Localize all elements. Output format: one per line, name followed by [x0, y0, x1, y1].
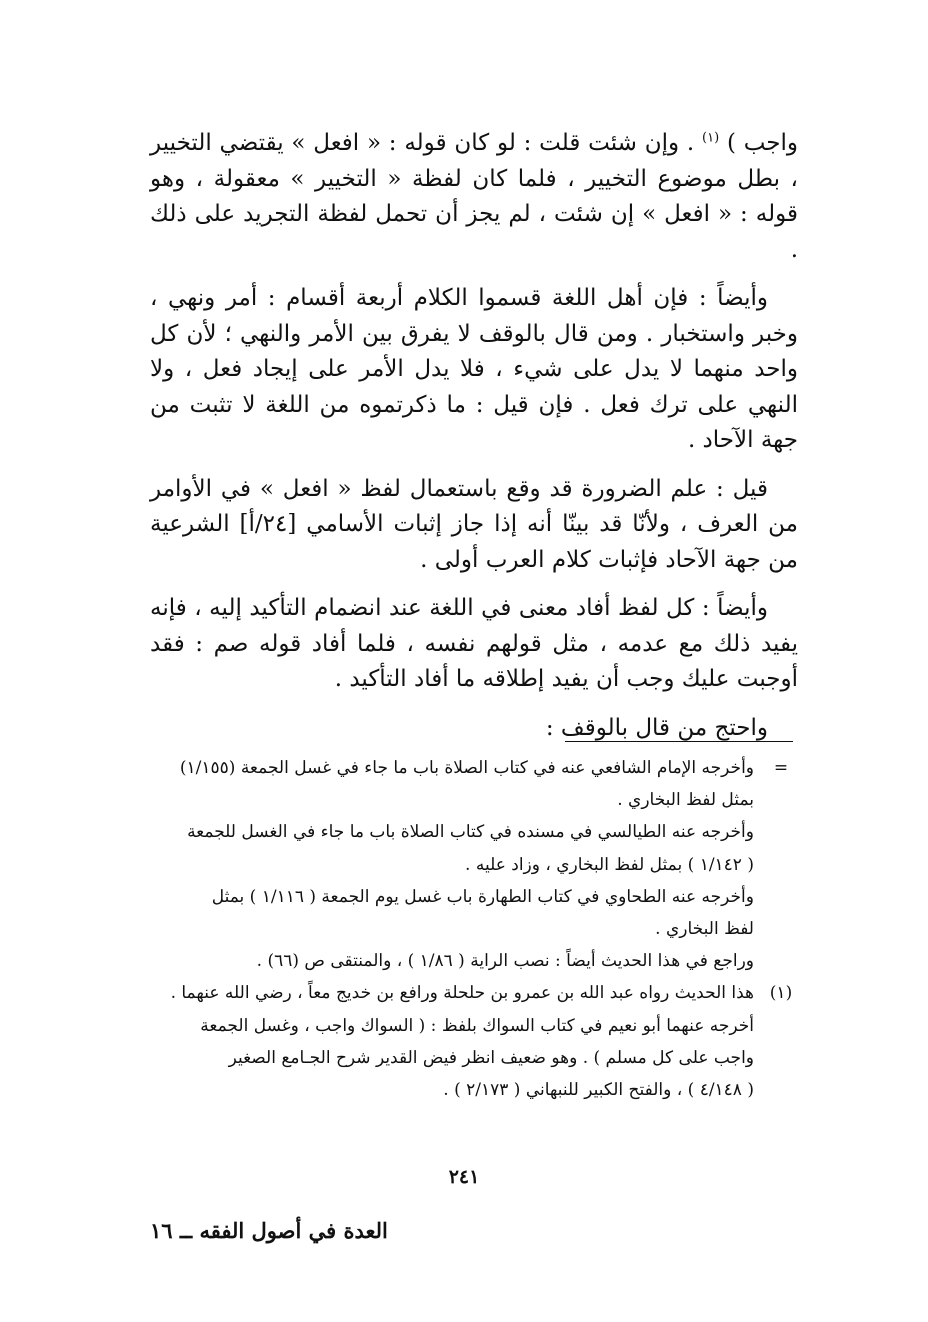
footnote-line: هذا الحديث رواه عبد الله بن عمرو بن حلحلة ورافع بن خديج معاً ، رضي الله عنهما . — [170, 983, 754, 1004]
paragraph-4: وأيضاً : كل لفظ أفاد معنى في اللغة عند انضمام التأكيد إليه ، فإنه يفيد ذلك مع عدمه ، مثل قولهم نفسه ، فلما أفاد قوله صم : فقد أوجبت عليك وجب أن يفيد إطلاقه ما أفاد التأكيد . — [150, 595, 798, 692]
footnote-divider — [565, 741, 793, 742]
footnote-line: أخرجه عنهما أبو نعيم في كتاب السواك بلفظ : ( السواك واجب ، وغسل الجمعة — [200, 1015, 754, 1036]
footnote-1 — [150, 977, 798, 1106]
main-text-block — [150, 126, 798, 759]
footnote-line: لفظ البخاري . — [655, 919, 754, 940]
footnote-marker: = — [773, 758, 789, 778]
footnote-line: وراجع في هذا الحديث أيضاً : نصب الراية ( ١/٨٦ ) ، والمنتقى ص (٦٦) . — [256, 951, 754, 972]
paragraph-2: وأيضاً : فإن أهل اللغة قسموا الكلام أربعة أقسام : أمر ونهي ، وخبر واستخبار . ومن قال بالوقف لا يفرق بين الأمر والنهي ؛ لأن كل واحد منهما لا يدل على شيء ، فلا يدل الأمر على إيجاد فعل ، ولا النهي على ترك فعل . فإن قيل : ما ذكرتموه من اللغة لا تثبت من جهة الآحاد . — [150, 285, 798, 453]
running-footer: العدة في أصول الفقه ــ ١٦ — [150, 1218, 388, 1243]
footnote-continued — [150, 752, 798, 977]
footnotes-block — [150, 752, 798, 1106]
paragraph-1 — [150, 126, 798, 268]
footnote-reference: (١) — [702, 130, 720, 146]
page-number: ٢٤١ — [448, 1166, 480, 1188]
footnote-line: واجب على كل مسلم ) . وهو ضعيف انظر فيض القدير شرح الجـامع الصغير — [228, 1047, 754, 1068]
paragraph-3: قيل : علم الضرورة قد وقع باستعمال لفظ « افعل » في الأوامر من العرف ، ولأنّا قد بينّا أنه إذا جاز إثبات الأسامي [٢٤/أ] الشرعية من جهة الآحاد فإثبات كلام العرب أولى . — [150, 475, 799, 573]
footnote-line: ( ١/١٤٢ ) بمثل لفظ البخاري ، وزاد عليه . — [465, 854, 754, 875]
footnote-line: بمثل لفظ البخاري . — [617, 790, 754, 811]
paragraph-1-lead: واجب ) — [726, 130, 799, 156]
footnote-line: وأخرجه عنه الطحاوي في كتاب الطهارة باب غسل يوم الجمعة ( ١/١١٦ ) بمثل — [211, 886, 754, 907]
footnote-line: وأخرجه عنه الطيالسي في مسنده في كتاب الصلاة باب ما جاء في الغسل للجمعة — [187, 822, 754, 843]
paragraph-1-body: . وإن شئت قلت : لو كان قوله : « افعل » يقتضي التخيير ، بطل موضوع التخيير ، فلما كان لفظة « التخيير » معقولة ، وهو قوله : « افعل » إن شئت ، لم يجز أن تحمل لفظة التجريد على ذلك . — [150, 130, 798, 263]
footnote-marker: (١) — [769, 983, 793, 1004]
paragraph-5: واحتج من قال بالوقف : — [545, 714, 768, 741]
footnote-line: وأخرجه الإمام الشافعي عنه في كتاب الصلاة باب ما جاء في غسل الجمعة (١/١٥٥) — [179, 758, 754, 778]
footnote-line: ( ٤/١٤٨ ) ، والفتح الكبير للنبهاني ( ٢/١٧٣ ) . — [443, 1080, 754, 1101]
